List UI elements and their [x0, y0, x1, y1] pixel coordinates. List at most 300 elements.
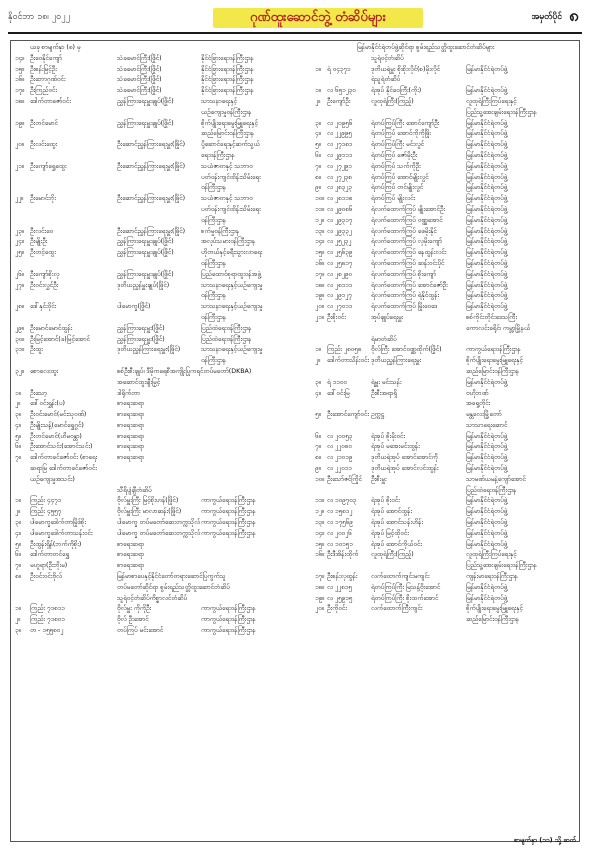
table-row	[11, 475, 579, 486]
cell-ministry: ပြည်ထဲရေးဝန်ကြီးဌာန	[201, 335, 252, 343]
cell-holder-name: ပါမောက္ခဒေါက်တာမြိုဒ်စိုး	[30, 519, 86, 527]
cell-service-number: လ ၁၀၉၇၀၃	[327, 497, 357, 505]
cell-award-recipient: ရဲအုပ် အောင်သန်းဟိန်း	[371, 519, 423, 527]
cell-award-number: ၄။	[315, 130, 321, 138]
awards-table-frame	[10, 40, 580, 842]
cell-row-number: ၄။	[15, 421, 21, 429]
table-row	[11, 86, 579, 97]
cell-holder-name: ဦးဝင်းလွှင်ဦး	[30, 281, 59, 289]
table-row	[11, 442, 579, 453]
table-row	[11, 291, 579, 302]
cell-department: ပြည်သူ့အေးချမ်းရေးဝန်ကြီးဌာန	[466, 562, 537, 570]
cell-rank-title: စစ်ဦးစီးချုပ်၊ ဒီမိုကရေစီအကျိုးပြုကရင်တပ်မတော်(DKBA)	[117, 367, 252, 375]
cell-rank-title: စာရေးဆရာ	[117, 540, 145, 548]
cell-holder-name: ဦးကျော်စိုးလှ	[30, 270, 60, 278]
cell-award-recipient: ရဲအုပ် စိုးမိုးဝင်း	[371, 432, 405, 440]
cell-department: မြန်မာနိုင်ငံရဲတပ်ဖွဲ့	[466, 508, 508, 516]
cell-service-number: လ ၂၉၃၃၂	[327, 227, 352, 235]
cell-department: မြန်မာနိုင်ငံရဲတပ်ဖွဲ့	[466, 141, 508, 149]
table-row	[11, 604, 579, 615]
page-title-banner: ဂုဏ်ထူးဆောင်ဘွဲ့ တံဆိပ်များ	[213, 8, 423, 28]
table-row	[11, 205, 579, 216]
cell-rank-title: ဦးဆောင်ညွှန်ကြားရေးမှူး(ဖြိုင်)	[117, 227, 186, 235]
cell-award-recipient: မြန်မာနိုင်ငံရဲတပ်ဖွဲ့ဆိုင်ရာ စွမ်းရည်သတ္တိထူးဆောင်တံဆိပ်များ	[357, 44, 495, 51]
cell-holder-name: ဒေါက်တာတင်ရွှေ	[30, 551, 70, 559]
cell-ministry: ဝန်ကြီးဌာန	[201, 357, 226, 365]
cell-service-number: ဒေါက်တာသိန်းဝင်း	[327, 357, 369, 365]
table-row	[11, 345, 579, 356]
cell-ministry: နိုင်ငံခြားရေးဝန်ကြီးဌာန	[201, 87, 254, 95]
table-row	[11, 378, 579, 389]
cell-row-number: ၃။	[15, 627, 21, 635]
cell-service-number: လ ၂၈၁၁၈	[327, 195, 353, 203]
cell-row-number: ၂၆။	[15, 270, 24, 278]
cell-award-number: ၁၀။	[315, 195, 324, 203]
cell-department: မြန်မာနိုင်ငံရဲတပ်ဖွဲ့	[466, 519, 508, 527]
cell-department: လူထုရဲကြီးကြပ်ရေးနှင့်	[466, 551, 517, 559]
table-row	[11, 389, 579, 400]
cell-service-number: ကြည်း ၂၈၀၅၈	[327, 346, 362, 354]
cell-holder-name: မဟူရာ(ဦးဘိုးမ)	[30, 562, 68, 570]
cell-service-number: လ ၂၉၁၂၇	[327, 292, 352, 300]
cell-rank-title: စာရေးဆရာ	[117, 432, 145, 440]
cell-service-number: လ ၂၂၀၈၀	[327, 443, 352, 451]
table-row	[11, 216, 579, 227]
cell-holder-name: ဦးကြည်ဝင်း	[30, 87, 58, 95]
cell-rank-title: ဒုတိယညွှန်မှူးချုပ်(ဖြိုင်)	[117, 281, 170, 289]
cell-award-recipient: ရဲတပ်ကြပ် ဇော်မိုးဦး	[371, 151, 418, 159]
cell-department: မြန်မာနိုင်ငံရဲတပ်ဖွဲ့	[466, 540, 508, 548]
cell-row-number: ၁။	[15, 389, 21, 397]
cell-service-number: လ ၂၂၈၁၅	[327, 583, 352, 591]
cell-award-recipient: လူထုရဲကြီး(ကြည့်)	[371, 551, 414, 559]
cell-award-number: ၁၈။	[315, 583, 325, 591]
cell-award-recipient: ရဲအုပ် မြင့်ထိုဝင်း	[371, 529, 409, 537]
table-row	[11, 281, 579, 292]
cell-service-number: လ ၁၇၅၆၉	[327, 519, 353, 527]
cell-department: ကျန်းမာရေးဝန်ကြီးဌာန	[466, 573, 518, 581]
cell-service-number: လ ၂၂၀၁၁	[327, 465, 352, 473]
cell-award-number: ၅။	[315, 141, 321, 149]
cell-row-number: ၂။	[15, 616, 20, 624]
cell-service-number: လ ၆၅၁၂၃၀	[327, 87, 356, 95]
cell-row-number: ၂။	[15, 400, 20, 408]
cell-ministry: ပို့ဆောင်ရေးနှင့်ဆက်သွယ်	[201, 141, 260, 149]
cell-award-recipient: ရဲမှူး မင်းသန်း	[371, 378, 402, 386]
cell-service-number: ဒေါ်ဝင်းမြ	[327, 389, 350, 397]
cell-award-recipient: ရဲလက်ထောက်ကြပ် စိုးကျော်	[371, 270, 437, 278]
cell-rank-title: ညွှန်ကြားရေးမှူးချုပ်(ဖြိုင်)	[117, 97, 174, 105]
cell-service-number: လ ၂၉၃၁၇	[327, 216, 353, 224]
cell-holder-name: ဦးမောင်ဘိုး	[30, 195, 56, 203]
cell-row-number: ၂၅။	[15, 249, 24, 257]
cell-department: မြန်မာနိုင်ငံရဲတပ်ဖွဲ့	[466, 216, 508, 224]
cell-holder-name: ကြည်း ၇၁၈၁၁	[30, 605, 65, 613]
section-label: အမှတ်ပိုင်	[531, 12, 562, 22]
cell-holder-name: ဒေါ်နှင်းဝိုင်း	[30, 303, 57, 311]
cell-department: ပြည်သူ့အေးချမ်းရေးဝန်ကြီးဌာန	[466, 108, 537, 116]
cell-holder-name: ဦးမျိုးသန့်(မောင်ရွှေဂွင်)	[30, 421, 84, 429]
cell-award-number: ၁၁။	[315, 497, 324, 505]
cell-department: စစ်ကိုင်းတိုင်းဒေသကြီး	[466, 313, 517, 321]
cell-rank-title: ညွှန်ကြားရေးမှူးချုပ်(ဖြိုင်)	[117, 238, 174, 246]
cell-holder-name: ဦးဝေနိုင်ကျော်	[30, 54, 62, 62]
cell-row-number: ၁၇။	[15, 87, 24, 95]
cell-award-recipient: လက်ထောက်ကြီးကျင်း	[371, 605, 423, 613]
cell-row-number: ၅။	[15, 540, 21, 548]
cell-ministry: အလုပ်သမားဝန်ကြီးဌာန	[201, 238, 256, 246]
table-row	[11, 129, 579, 140]
table-row	[11, 248, 579, 259]
cell-rank-title: ပါမောက္ခ တပ်မတော်ဆေးတက္ကသိုလ်	[117, 519, 201, 527]
cell-service-number: လ ၂၀၉၅၆	[327, 119, 353, 127]
cell-award-number: ၁၄။	[315, 238, 324, 246]
cell-department: မြန်မာနိုင်ငံရဲတပ်ဖွဲ့	[466, 130, 508, 138]
cell-row-number: ၂၀။	[15, 141, 24, 149]
cell-service-number: ရဲ ၁၁၀၀	[327, 378, 347, 386]
cell-award-number: ၅။	[315, 411, 321, 419]
cell-rank-title: ညွှန်ကြားရေးမှူးချုပ်(ဖြိုင်)	[117, 119, 174, 127]
table-row	[11, 194, 579, 205]
cell-award-recipient: ဦးစီးအရာရှိ	[371, 389, 397, 397]
cell-department: မြန်မာနိုင်ငံရဲတပ်ဖွဲ့	[466, 465, 508, 473]
table-row	[11, 561, 579, 572]
cell-service-number: ရဲ ၀၄၃၇၁	[327, 65, 351, 73]
cell-rank-title: စာရေးဆရာ	[117, 551, 145, 559]
cell-ministry: ကာကွယ်ရေးဝန်ကြီးဌာန	[201, 508, 256, 516]
cell-service-number: လ ၂၇၂၃၈	[327, 173, 352, 181]
cell-award-number: ၁၃။	[315, 519, 324, 527]
cell-service-number: လ ၂၁၀၁၉	[327, 454, 353, 462]
cell-row-number: ၃။	[15, 411, 21, 419]
cell-department: မြန်မာနိုင်ငံရဲတပ်ဖွဲ့	[466, 65, 508, 73]
cell-service-number: လ ၂၇၁၈၁	[327, 141, 353, 149]
cell-row-number: ၁၄။	[15, 54, 24, 62]
cell-award-number: ၈။	[315, 173, 321, 181]
table-row	[11, 356, 579, 367]
table-row	[11, 421, 579, 432]
cell-award-number: ၆။	[315, 432, 321, 440]
cell-service-number: လ ၂၀၀၅၃	[327, 432, 353, 440]
cell-row-number: ၂၈။	[15, 303, 24, 311]
cell-rank-title: ဗိုလ် ဦးအောင်	[117, 616, 149, 624]
cell-ministry: ကာကွယ်ရေးဝန်ကြီးဌာန	[201, 605, 256, 613]
cell-award-recipient: ရဲသူရဲတံဆိပ်	[371, 76, 401, 84]
cell-row-number: ၁။	[15, 605, 21, 613]
cell-department: သာသာရေးဆောင်	[466, 421, 508, 429]
cell-award-recipient: ရဲလက်ထောက်ကြပ် ဝဏ္ဏအောင်	[371, 216, 443, 224]
cell-service-number: လ ၂၉၁၁၁	[327, 151, 353, 159]
cell-ministry: သာသနာရေးနှင့်ယဉ်ကျေးမှု	[201, 303, 263, 311]
cell-award-number: ၁၀။	[315, 475, 324, 483]
cell-service-number: ဦးအောင်ကျော်ဝင်း	[327, 411, 369, 419]
cell-service-number: လ ၂၅၆၃၉	[327, 249, 353, 257]
cell-department: မြန်မာနိုင်ငံရဲတပ်ဖွဲ့	[466, 238, 508, 246]
cell-rank-title: မြန်မာစာပေနှင့်နိုင်ငံတော်တရားဆောင်ပြကွက်သူ	[117, 573, 226, 581]
cell-row-number: ၃၂။	[15, 367, 24, 375]
table-row	[11, 302, 579, 313]
cell-holder-name: ဦးမျိုးဦး	[30, 238, 48, 246]
cell-ministry: ကာကွယ်ရေးဝန်ကြီးဌာန	[201, 627, 256, 635]
table-row	[11, 324, 579, 335]
cell-department: မြန်မာနိုင်ငံရဲတပ်ဖွဲ့	[466, 162, 508, 170]
cell-holder-name: ဦးဝင်းဝင်းဗိုလ်	[30, 573, 62, 581]
table-row	[11, 432, 579, 443]
cell-award-recipient: ရဲတပ်ကြပ် အောင်ကိုကိုဖြိုး	[371, 130, 431, 138]
cell-service-number: လ ၂၅၉၁၅	[327, 594, 353, 602]
cell-award-recipient: ရဲတပ်ကြပ် တင်မျိုးလွင်	[371, 184, 424, 192]
cell-department: ပြည်ထဲရေးဝန်ကြီးဌာန	[466, 486, 517, 494]
table-row	[11, 227, 579, 238]
cell-award-number: ၁၂။	[315, 508, 324, 516]
cell-ministry: သာသနာရေးနှင့်ယဉ်ကျေးမှု	[201, 281, 263, 289]
cell-department: မြန်မာနိုင်ငံရဲတပ်ဖွဲ့	[466, 281, 508, 289]
cell-department: မြန်မာနိုင်ငံရဲတပ်ဖွဲ့	[466, 195, 508, 203]
cell-row-number: ၇။	[15, 454, 21, 462]
table-row	[11, 496, 579, 507]
cell-award-number: ၁၁။	[315, 205, 324, 213]
cell-rank-title: စာရေးဆရာ	[117, 421, 145, 429]
cell-service-number: လ ၂၅၈၁၇	[327, 259, 353, 267]
cell-rank-title: စာရေးဆရာ	[117, 562, 145, 570]
table-row	[11, 140, 579, 151]
cell-department: စိုက်ပျိုးရေး၊မွေးမြူရေးနှင့်	[466, 357, 523, 365]
cell-holder-name: စောလေးထူး	[30, 367, 59, 375]
table-row	[11, 259, 579, 270]
cell-ministry: နိုင်ငံခြားရေးဝန်ကြီးဌာန	[201, 65, 254, 73]
cell-ministry: ယဉ်ကျေးမှုဝန်ကြီးဌာန	[201, 108, 252, 116]
table-row	[11, 183, 579, 194]
cell-service-number: ဦးသော်ဇင်ကြိုင်	[327, 475, 362, 483]
cell-award-recipient: ဗိုလ်ကြီး အောင်ဝဏ္ဏထိုက်(ဖြိုင်)	[371, 346, 442, 354]
cell-rank-title: သံခမောင်ကြီး(ဖြိုင်)	[117, 87, 162, 95]
table-row	[11, 335, 579, 346]
cell-ministry: သာသနာရေးနှင့်ယဉ်ကျေးမှု	[201, 346, 263, 354]
cell-award-number: ၂။	[315, 97, 320, 105]
table-row	[11, 626, 579, 637]
cell-ministry: ပြည်ထဲရေးဝန်ကြီးဌာန	[201, 324, 252, 332]
cell-ministry: ပတ်ဝန်းကျင်ထိန်းသိမ်းရေး	[201, 173, 261, 181]
table-row	[11, 237, 579, 248]
cell-rank-title: တပ်ကြပ် မင်းအောင်	[117, 627, 164, 635]
cell-award-recipient: လူထုရဲကြီး(ကြည့်)	[371, 97, 414, 105]
cell-award-number: ၈။	[315, 454, 321, 462]
cell-ministry: ဝန်ကြီးဌာန	[201, 184, 226, 192]
cell-row-number: ၂၄။	[15, 238, 24, 246]
cell-rank-title: ဗိုလ်မှူး ကိုကိုဦး	[117, 605, 152, 613]
cell-ministry: ပတ်ဝန်းကျင်ထိန်းသိမ်းရေး	[201, 205, 261, 213]
cell-department: အရှေ့တိုင်း	[466, 400, 491, 408]
cell-award-recipient: ဦးစီးမှူး	[371, 475, 387, 483]
table-row	[11, 583, 579, 594]
cell-service-number: လ ၂၀၀၂၆	[327, 529, 352, 537]
cell-department: မြန်မာနိုင်ငံရဲတပ်ဖွဲ့	[466, 259, 508, 267]
cell-row-number: ၂၃။	[15, 227, 24, 235]
cell-department: ဆည်မြောင်းဝန်ကြီးဌာန	[466, 367, 520, 375]
cell-department: မြန်မာနိုင်ငံရဲတပ်ဖွဲ့	[466, 378, 508, 386]
cell-holder-name: ဦးလင်းဝေ	[30, 227, 54, 235]
cell-department: မြန်မာနိုင်ငံရဲတပ်ဖွဲ့	[466, 497, 508, 505]
cell-department: မြန်မာနိုင်ငံရဲတပ်ဖွဲ့	[466, 292, 508, 300]
page-header	[8, 6, 582, 34]
awards-table	[11, 43, 579, 637]
table-row	[11, 367, 579, 378]
cell-service-number: လ ၂၂၉၉၅	[327, 130, 352, 138]
cell-row-number: ၈။	[15, 573, 21, 581]
cell-holder-name: ကြည်း ၄၅၅၇	[30, 508, 62, 516]
cell-award-recipient: ရဲမာတံဆိပ်	[371, 335, 397, 343]
cell-award-recipient: သူရဲဝင့်တံဆိပ်	[371, 54, 404, 62]
cell-row-number: ၂။	[15, 508, 20, 516]
table-row	[11, 540, 579, 551]
cell-award-number: ၇။	[315, 443, 321, 451]
cell-rank-title: ညွှန်ကြားရေးမှူး(ဖြိုင်)	[117, 324, 165, 332]
table-row	[11, 615, 579, 626]
table-row	[11, 162, 579, 173]
cell-award-recipient: ရဲလက်ထောက်ကြပ် ရဲနိုင်ထွန်း	[371, 292, 440, 300]
cell-department: မြန်မာနိုင်ငံရဲတပ်ဖွဲ့	[466, 594, 508, 602]
cell-award-number: ၁၅။	[315, 249, 324, 257]
cell-award-recipient: ရဲတပ်ကြပ်ကြီး စိုးထက်အောင်	[371, 594, 439, 602]
cell-rank-title: ဒါရိုက်တာ	[117, 389, 140, 397]
cell-department: မြန်မာနိုင်ငံရဲတပ်ဖွဲ့	[466, 454, 508, 462]
cell-service-number: လ ၂၅၂၃၂	[327, 238, 352, 246]
cell-award-recipient: ရဲအုပ် အောင်ကိုယ်ဝင်း	[371, 540, 422, 548]
cell-award-number: ၁၅။	[315, 540, 324, 548]
cell-award-number: ၁။	[315, 87, 321, 95]
cell-department: မန္တလေးမြို့တော်	[466, 411, 502, 419]
cell-service-number: လ ၂၈၃၂၃	[327, 184, 352, 192]
cell-holder-name: ယခု စာမျက်နှာ (၈) မှ	[30, 44, 81, 51]
cell-rank-title: သီရိပျံချီတံဆိပ်	[117, 486, 152, 494]
cell-award-recipient: ဥက္ကဋ္ဌ	[371, 411, 385, 419]
cell-ministry: ဝန်ကြီးဌာန	[201, 313, 226, 321]
cell-service-number: လ ၂၇၂၉၁	[327, 162, 352, 170]
cell-department: ဗဟိုဘဏ်	[466, 389, 489, 397]
cell-service-number: ဦးစိုးဝင်း	[327, 313, 346, 321]
cell-award-number: ၁။	[315, 346, 321, 354]
cell-department: မြန်မာနိုင်ငံရဲတပ်ဖွဲ့	[466, 119, 508, 127]
cell-holder-name: ဦးတင်မောင်(ဟိမဝန္တာ)	[30, 432, 82, 440]
cell-award-number: ၂၀။	[315, 605, 324, 613]
table-row	[11, 529, 579, 540]
cell-holder-name: ဦးမြင့်အောင်(ခ)မြင့်အောင်	[30, 335, 90, 343]
cell-holder-name: ဦးတင်မောင်	[30, 119, 58, 127]
cell-service-number: လ ၂၉၀၈၆	[327, 205, 353, 213]
cell-row-number: ၆။	[15, 443, 21, 451]
cell-award-recipient: ရဲလက်ထောက်ကြပ် အောင်ဇော်ဦး	[371, 281, 448, 289]
cell-department: မြန်မာနိုင်ငံရဲတပ်ဖွဲ့	[466, 227, 508, 235]
cell-service-number: လ ၁၅၈၁၂	[327, 508, 353, 516]
cell-award-recipient: ရဲအုပ် စိုးဝင်း	[371, 497, 400, 505]
cell-ministry: စက်မှုဝန်ကြီးဌာန	[201, 227, 240, 235]
cell-ministry: ဝန်ကြီးဌာန	[201, 292, 226, 300]
cell-row-number: ၂၁။	[15, 162, 24, 170]
cell-service-number: ဦးကိုဝင်း	[327, 605, 347, 613]
cell-award-recipient: အုပ်ချုပ်ရေးမှူး	[371, 313, 404, 321]
cell-award-number: ၂၀။	[315, 303, 324, 311]
cell-row-number: ၁၆။	[15, 76, 24, 84]
cell-holder-name: ဦးဝင်းမောင်(မင်းသုဝဏ်)	[30, 411, 87, 419]
cell-award-recipient: ရဲလက်ထောက်ကြပ် နေထွန်းလင်း	[371, 249, 447, 257]
cell-department: မြန်မာနိုင်ငံရဲတပ်ဖွဲ့	[466, 303, 508, 311]
cell-award-recipient: ဒုတိယရဲအုပ် အောင်အောင်ကို	[371, 454, 438, 462]
table-row	[11, 572, 579, 583]
cell-award-recipient: ဒုတိယရဲအုပ် အောင်လင်းထွန်း	[371, 465, 439, 473]
cell-ministry: ကာကွယ်ရေးဝန်ကြီးဌာန	[201, 616, 256, 624]
cell-rank-title: ဦးဆောင်ညွှန်ကြားရေးမှူး(ဖြိုင်)	[117, 195, 186, 203]
cell-rank-title: ညွှန်ကြားရေးမှူး(ဖြိုင်)	[117, 335, 165, 343]
cell-award-number: ၁၉။	[315, 292, 324, 300]
cell-rank-title: ဦးဆောင်ညွှန်ကြားရေးမှူး(ဖြိုင်)	[117, 141, 186, 149]
cell-ministry: ဝန်ကြီးဌာန	[201, 259, 226, 267]
cell-row-number: ၁၉။	[15, 119, 24, 127]
cell-ministry: ကာကွယ်ရေးဝန်ကြီးဌာန	[201, 519, 256, 527]
cell-row-number: ၁၅။	[15, 65, 24, 73]
cell-award-recipient: ရဲအုပ် အောင်ထွန်း	[371, 508, 412, 516]
cell-rank-title: သူရဲဝင့်တံဆိပ်ကိစ္စာလင်တံဆိပ်	[117, 594, 188, 602]
cell-ministry: ဆည်မြောင်းဝန်ကြီးဌာန	[201, 130, 255, 138]
cell-holder-name: ဦးမောင်မောင်ထွန်း	[30, 324, 73, 332]
cell-department: ကောလင်းခရိုင်၊ ကမ္ဘာ့မြို့နယ်	[466, 324, 531, 332]
cell-department: မြန်မာနိုင်ငံရဲတပ်ဖွဲ့	[466, 184, 508, 192]
cell-award-recipient: ရဲတပ်ကြပ် သက်ကိုဦး	[371, 162, 421, 170]
cell-award-number: ၂။	[315, 357, 320, 365]
cell-rank-title: တပ်မတော်ဆိုင်ရာ စွမ်းရည်သတ္တိထူးဆောင်တံဆိပ်	[117, 583, 230, 591]
table-row	[11, 65, 579, 76]
cell-ministry: ဟိုတယ်နှင့်ခရီးသွားလာရေး	[201, 249, 263, 257]
cell-award-number: ၃။	[315, 378, 321, 386]
cell-award-recipient: လက်ထောက်ကျင်းမကျင်း	[371, 573, 430, 581]
cell-holder-name: ကြည်း ၇၁၈၀၁	[30, 616, 65, 624]
cell-holder-name: ပါမောက္ခဒေါက်တာသန်းဝင်း	[30, 529, 93, 537]
cell-award-recipient: ဒုတိယရဲမှူး စိုးစိုးလိုင်(စ)မိုးလိုင်	[371, 65, 441, 73]
cell-holder-name: ဦးတင့်ထွေး	[30, 249, 56, 257]
cell-award-number: ၁၉။	[315, 594, 324, 602]
cell-department: သာမဏ်ယမနဲ့ကျော်အောင်	[466, 475, 526, 483]
cell-service-number: လ ၁၀၁၅၁	[327, 540, 353, 548]
cell-ministry: စိုက်ပျိုးရေး၊မွေးမြူရေးနှင့်	[201, 119, 258, 127]
cell-service-number: လ ၂၇၀၁၁	[327, 303, 353, 311]
cell-service-number: ဦးစန်းလှထွန်း	[327, 573, 358, 581]
cell-row-number: ၂၂။	[15, 195, 24, 203]
cell-holder-name: ဦးစန်းမြင့်ဦး	[30, 65, 57, 73]
cell-row-number: ၂၇။	[15, 281, 24, 289]
cell-ministry: ပြည်ထောင်စုရာထူးဝန်အဖွဲ့	[201, 270, 261, 278]
table-row	[11, 75, 579, 86]
cell-holder-name: ဆရာမြ ဒေါက်တာခင်ဇော်ဝင်း	[30, 465, 97, 473]
cell-ministry: ဝန်ကြီးဌာန	[201, 216, 226, 224]
cell-row-number: ၄။	[15, 529, 21, 537]
cell-rank-title: စာရေးဆရာ	[117, 411, 145, 419]
cell-award-recipient: ရဲတပ်ကြပ်ကြီး မင်းလွင်	[371, 141, 425, 149]
cell-holder-name: ဦးထူး	[30, 346, 43, 354]
cell-ministry: သယံဇာတနှင့် သဘာဝ	[201, 195, 253, 203]
cell-row-number: ၂၉။	[15, 324, 24, 332]
cell-award-recipient: ရဲလက်ထောက်ကြပ် လှမိုးကျော်	[371, 238, 443, 246]
table-row	[11, 54, 579, 65]
cell-row-number: ၆။	[15, 551, 21, 559]
cell-row-number: ၃။	[15, 519, 21, 527]
table-row	[11, 270, 579, 281]
cell-rank-title: စာရေးဆရာ	[117, 400, 145, 408]
cell-holder-name: ဒေါက်တာခင်ဇော်ဝင်း (စာရေး	[30, 454, 98, 462]
cell-award-recipient: ရဲတပ်ကြပ်ကြီး မြသန့်ဗိုးအောင်	[371, 583, 441, 591]
cell-rank-title: သံခမောင်ကြီး(ဖြိုင်)	[117, 65, 162, 73]
table-row	[11, 173, 579, 184]
table-row	[11, 43, 579, 54]
cell-award-number: ၆။	[315, 151, 321, 159]
